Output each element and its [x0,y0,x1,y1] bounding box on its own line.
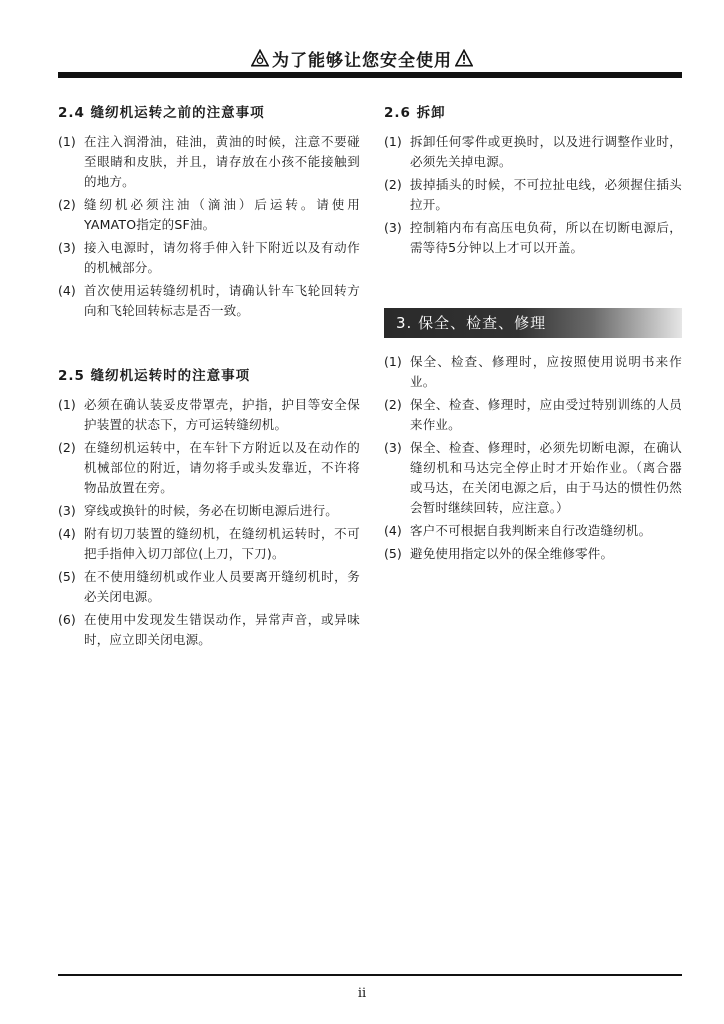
list-item [58,567,360,607]
item-number: (3) [384,220,402,235]
list-item [58,438,360,498]
item-text: 缝纫机必须注油（滴油）后运转。请使用YAMATO指定的SF油。 [84,197,360,232]
item-number: (1) [384,354,402,369]
item-number: (1) [58,134,76,149]
item-list [58,132,360,321]
item-number: (4) [58,526,76,541]
list-item [384,544,682,564]
item-text: 接入电源时，请勿将手伸入针下附近以及有动作的机械部分。 [84,240,360,275]
list-item [58,132,360,192]
list-item [58,501,360,521]
item-text: 在使用中发现发生错误动作，异常声音，或异味时，应立即关闭电源。 [84,612,360,647]
list-item [384,438,682,518]
list-item [58,610,360,650]
item-number: (2) [58,197,76,212]
list-item [58,524,360,564]
item-text: 在不使用缝纫机或作业人员要离开缝纫机时，务必关闭电源。 [84,569,360,604]
list-item [58,281,360,321]
item-text: 避免使用指定以外的保全维修零件。 [410,546,614,561]
item-number: (1) [384,134,402,149]
page-title: 为了能够让您安全使用 [272,50,452,71]
list-item [384,521,682,541]
item-number: (1) [58,397,76,412]
section-heading: 2.4 缝纫机运转之前的注意事项 [58,105,265,121]
item-text: 拔掉插头的时候，不可拉扯电线，必须握住插头拉开。 [410,177,682,212]
item-list [384,132,682,258]
list-item [384,175,682,215]
section-2-4 [58,102,360,321]
section-2-6 [384,102,682,258]
section-3-banner: 3. 保全、检查、修理 [384,308,682,338]
item-number: (4) [58,283,76,298]
item-text: 穿线或换针的时候，务必在切断电源后进行。 [84,503,339,518]
item-number: (2) [384,397,402,412]
item-text: 控制箱内布有高压电负荷，所以在切断电源后，需等待5分钟以上才可以开盖。 [410,220,682,255]
item-text: 附有切刀装置的缝纫机，在缝纫机运转时，不可把手指伸入切刀部位(上刀，下刀)。 [84,526,360,561]
footer-rule [58,974,682,976]
warning-triangle-icon [251,49,269,67]
item-number: (2) [384,177,402,192]
left-column [58,102,360,653]
list-item [58,238,360,278]
item-text: 在注入润滑油，硅油，黄油的时候，注意不要碰至眼睛和皮肤，并且，请存放在小孩不能接触到的地方。 [84,134,360,189]
page-header [0,44,724,72]
item-number: (4) [384,523,402,538]
list-item [58,395,360,435]
item-text: 在缝纫机运转中，在车针下方附近以及在动作的机械部位的附近，请勿将手或头发靠近，不许将物品放置在旁。 [84,440,360,495]
list-item [384,352,682,392]
item-number: (3) [58,503,76,518]
item-list [58,395,360,650]
item-number: (6) [58,612,76,627]
list-item [384,132,682,172]
item-text: 拆卸任何零件或更换时，以及进行调整作业时，必须先关掉电源。 [410,134,682,169]
list-item [58,195,360,235]
item-text: 客户不可根据自我判断来自行改造缝纫机。 [410,523,652,538]
list-item [384,395,682,435]
item-number: (2) [58,440,76,455]
item-text: 保全、检查、修理时，必须先切断电源，在确认缝纫机和马达完全停止时才开始作业。（离合器或马达，在关闭电源之后，由于马达的惯性仍然会暂时继续回转，应注意。） [410,440,682,515]
item-number: (3) [58,240,76,255]
header-rule [58,72,682,78]
section-heading: 2.5 缝纫机运转时的注意事项 [58,368,251,384]
section-3 [384,308,682,564]
item-text: 保全、检查、修理时，应按照使用说明书来作业。 [410,354,682,389]
right-column [384,102,682,567]
item-text: 保全、检查、修理时，应由受过特别训练的人员来作业。 [410,397,682,432]
page-number: ii [357,986,367,1001]
item-list [384,352,682,564]
warning-triangle-icon [455,49,473,67]
item-text: 首次使用运转缝纫机时，请确认针车飞轮回转方向和飞轮回转标志是否一致。 [84,283,360,318]
section-2-5 [58,365,360,650]
item-text: 必须在确认装妥皮带罩壳，护指，护目等安全保护装置的状态下，方可运转缝纫机。 [84,397,360,432]
list-item [384,218,682,258]
item-number: (3) [384,440,402,455]
item-number: (5) [384,546,402,561]
section-heading: 2.6 拆卸 [384,105,446,121]
item-number: (5) [58,569,76,584]
